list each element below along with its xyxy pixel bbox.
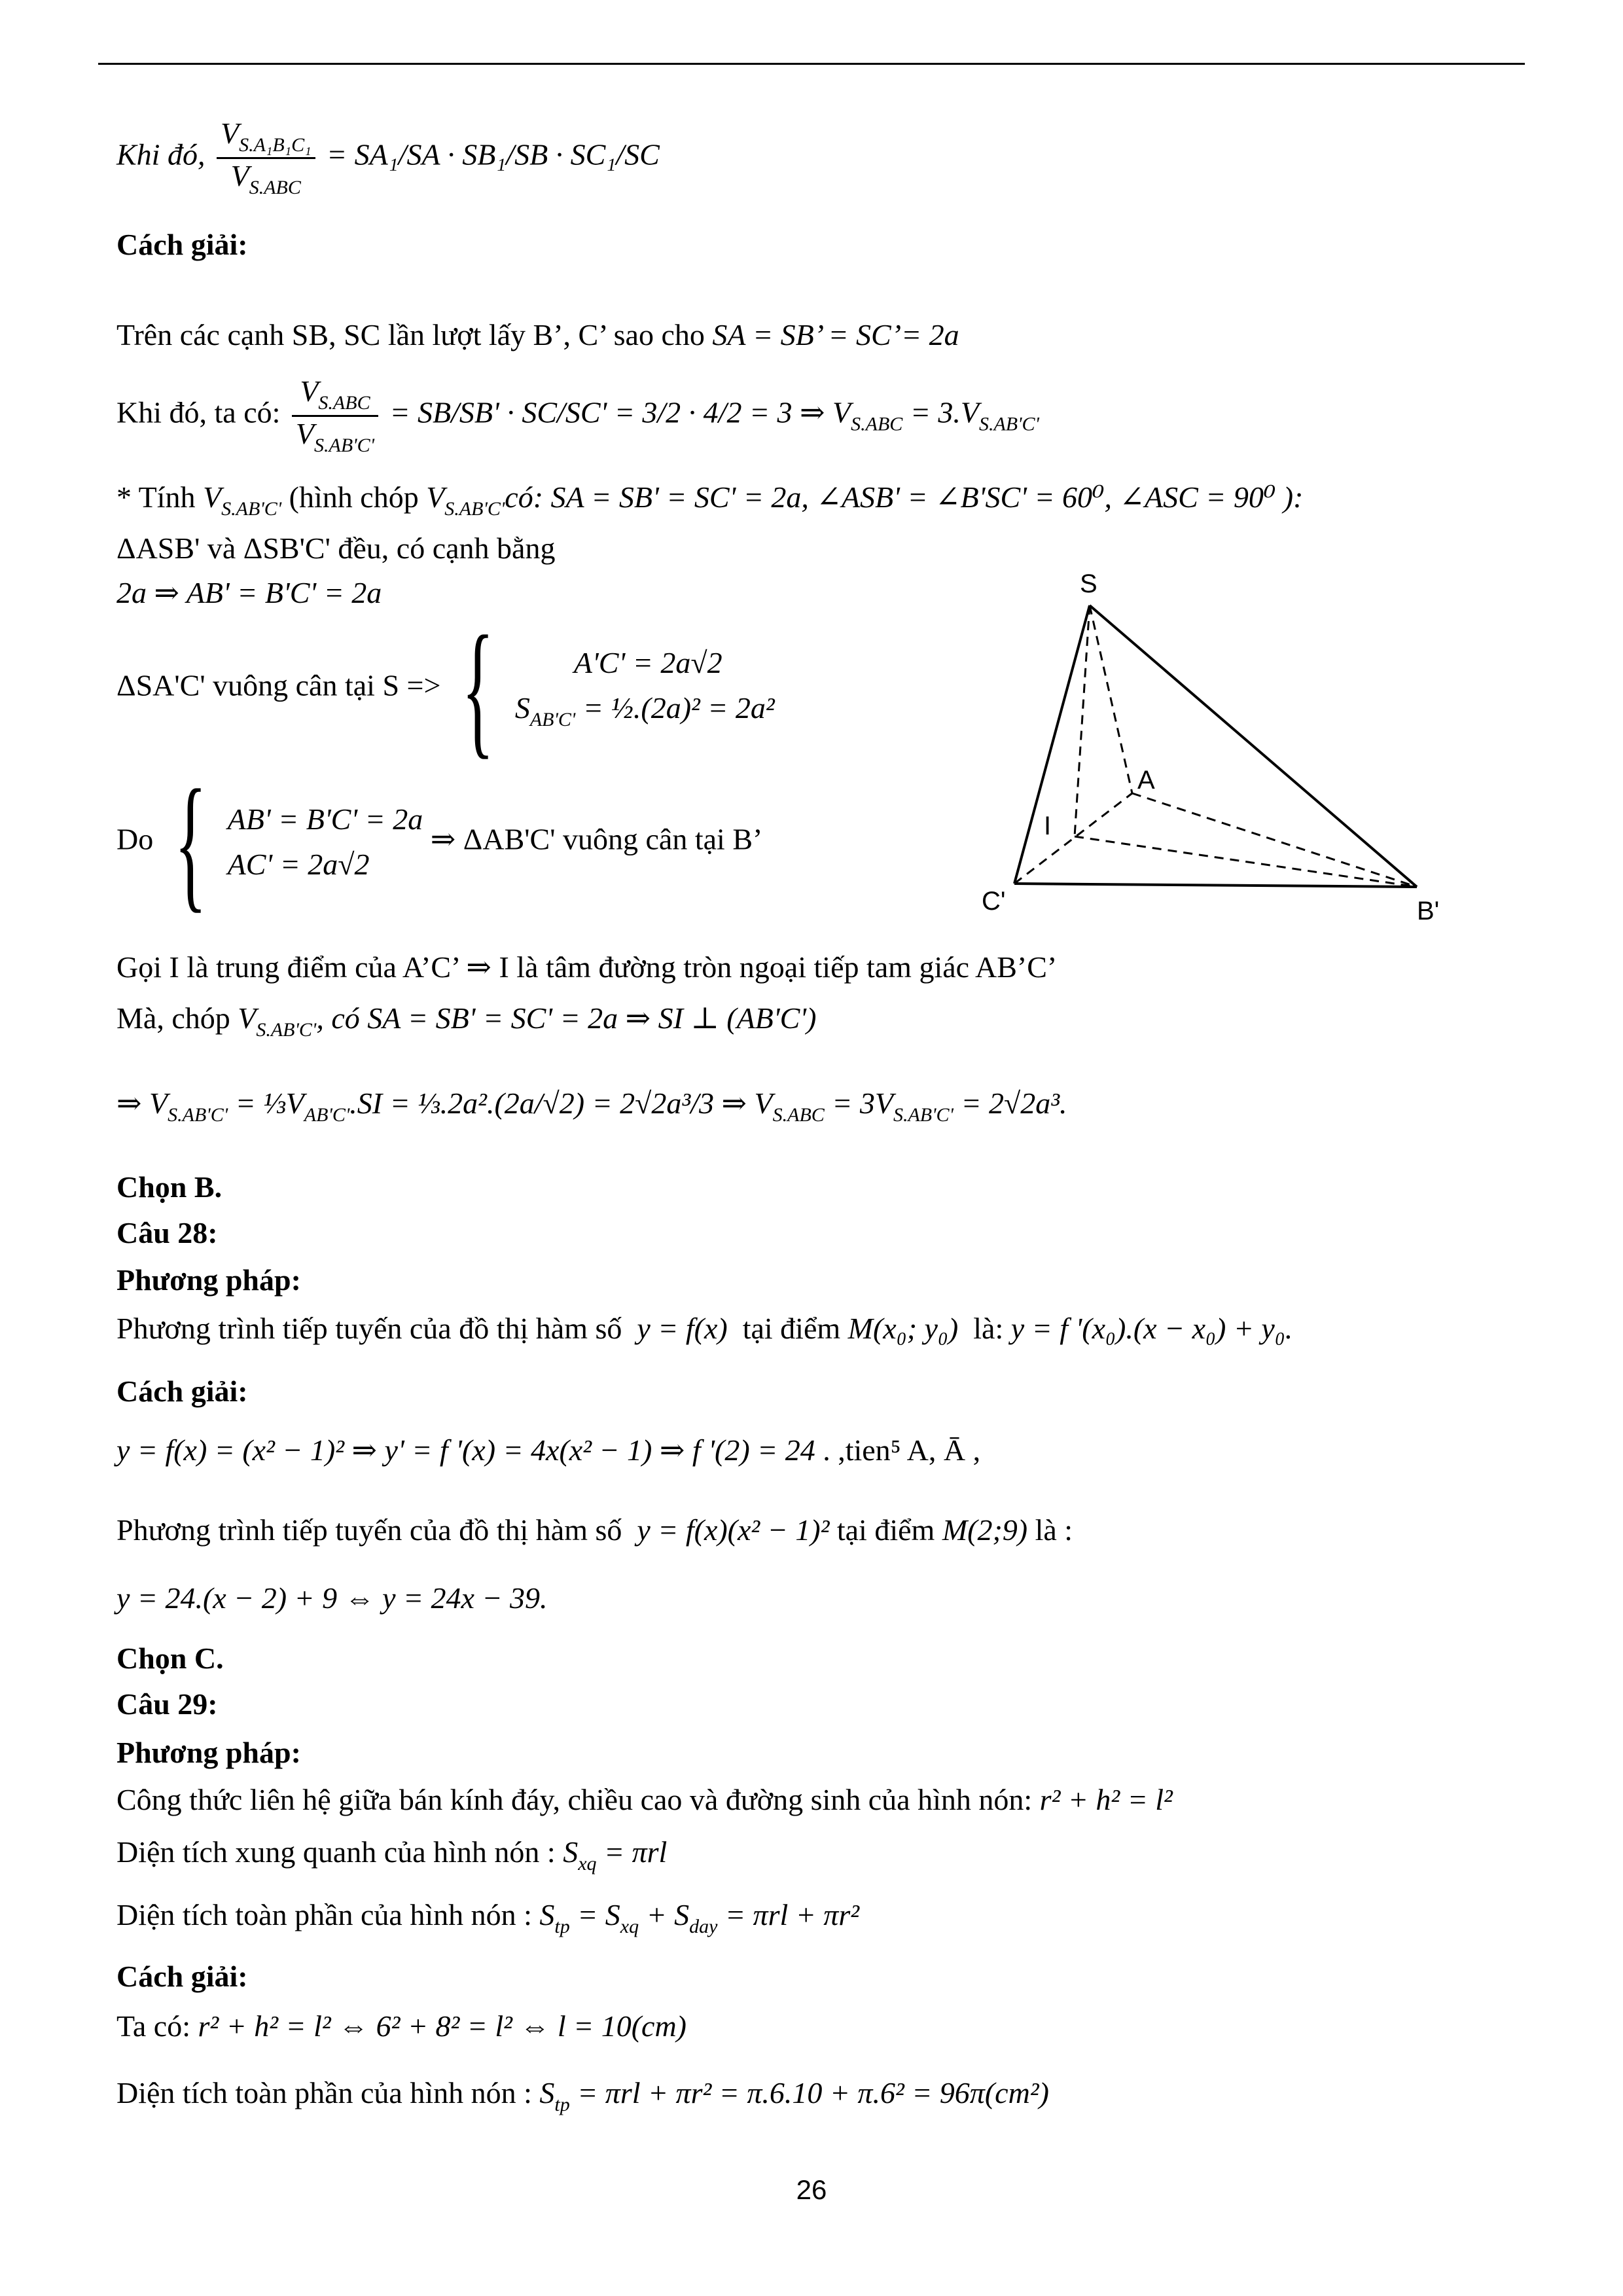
edge-ab bbox=[1132, 793, 1417, 887]
edge-ca bbox=[1014, 793, 1132, 884]
text-line: * Tính $V_{S.AB'C'}$ (hình chóp $V_{S.AB'C'}có$: SA = SB' = SC' = 2a, ∠ASB' = ∠B'SC' = 60⁰, ∠ASC = 90⁰ ): bbox=[116, 480, 1304, 520]
question-heading: Câu 29: bbox=[116, 1687, 218, 1721]
text-line: ΔASB' và ΔSB'C' đều, có cạnh bằng bbox=[116, 531, 556, 565]
text-line: Phương trình tiếp tuyến của đồ thị hàm số y = f(x)(x² − 1)² tại điểm M(2;9) là : bbox=[116, 1513, 1073, 1547]
edge-sc bbox=[1014, 605, 1090, 884]
text-line: 2a ⇒ AB' = B'C' = 2a bbox=[116, 576, 382, 609]
text-line: Diện tích toàn phần của hình nón : $S_{tp} = S_{xq} + S_{day} = \pi rl + \pi r^2$ bbox=[116, 1898, 860, 1937]
text-line: Mà, chóp $V_{S.AB'C'}$, có SA = SB' = SC' = 2a ⇒ SI ⊥ (AB'C') bbox=[116, 1001, 817, 1041]
text-line: Ta có: r² + h² = l² ⇔ 6² + 8² = l² ⇔ l = 10(cm) bbox=[116, 2009, 687, 2043]
page-number: 26 bbox=[796, 2174, 827, 2205]
edge-si bbox=[1075, 605, 1090, 836]
text-line: Trên các cạnh SB, SC lần lượt lấy B’, C’ sao cho SA = SB’ = SC’= 2a bbox=[116, 318, 959, 351]
label-a: A bbox=[1137, 766, 1155, 795]
text-line: Diện tích toàn phần của hình nón : $S_{tp} = \pi rl + \pi r^2 = \pi.6.10 + \pi.6^2 = 96\pi(cm^2)$ bbox=[116, 2076, 1049, 2115]
text-line: Khi đó, ta có: $\frac{V_{S.ABC}}{V_{S.AB'C'}}$ = SB/SB' · SC/SC' = 3/2 · 4/2 = 3 ⇒ $V_{S.ABC} = 3.V_{S.AB'C'}$ bbox=[116, 374, 1039, 456]
text-line: Gọi I là trung điểm của A’C’ ⇒ I là tâm đường tròn ngoại tiếp tam giác AB’C’ bbox=[116, 950, 1058, 984]
text-line: y = 24.(x − 2) + 9 ⇔ y = 24x − 39. bbox=[116, 1581, 548, 1615]
ratio-formula: Khi đó, $\frac{V_{S.A_1B_1C_1}}{V_{S.ABC}}$ = SA₁/SA · SB₁/SB · SC₁/SC bbox=[116, 117, 660, 198]
text-line: y = f(x) = (x² − 1)² ⇒ y' = f '(x) = 4x(x² − 1) ⇒ f '(2) = 24 . ,tien⁵ A, Ā , bbox=[116, 1433, 981, 1467]
section-heading: Phương pháp: bbox=[116, 1263, 301, 1297]
system-line: ΔSA'C' vuông cân tại S => { A'C' = 2a√2 $S_{AB'C'}$ = ½.(2a)² = 2a² bbox=[116, 605, 775, 772]
section-heading: Cách giải: bbox=[116, 228, 248, 261]
section-heading: Cách giải: bbox=[116, 1960, 248, 1993]
answer-line: Chọn B. bbox=[116, 1170, 223, 1204]
label-c: C' bbox=[982, 887, 1006, 916]
pyramid-figure bbox=[982, 563, 1492, 929]
edge-cb bbox=[1014, 884, 1417, 887]
edge-sa bbox=[1090, 605, 1132, 793]
section-heading: Cách giải: bbox=[116, 1374, 248, 1408]
answer-line: Chọn C. bbox=[116, 1641, 224, 1675]
text-line: ⇒ $V_{S.AB'C'}$ = $\frac{1}{3}V_{AB'C'}.SI$ = ⅓.2a².(2a/√2) = 2√2a³/3 ⇒ $V_{S.ABC} = 3V_{S.AB'C'} = 2√2a^3$. bbox=[116, 1086, 1067, 1126]
label-b: B' bbox=[1417, 897, 1440, 925]
section-heading: Phương pháp: bbox=[116, 1736, 301, 1769]
label-s: S bbox=[1080, 569, 1097, 598]
edge-sb bbox=[1090, 605, 1417, 887]
text-line: Công thức liên hệ giữa bán kính đáy, chiều cao và đường sinh của hình nón: r² + h² = l² bbox=[116, 1783, 1173, 1816]
question-heading: Câu 28: bbox=[116, 1216, 218, 1249]
system-line: Do { AB' = B'C' = 2a AC' = 2a√2 ⇒ ΔAB'C' vuông cân tại B’ bbox=[116, 759, 763, 925]
header-rule bbox=[98, 63, 1525, 65]
text-line: Diện tích xung quanh của hình nón : $S_{xq} = \pi rl$ bbox=[116, 1835, 668, 1874]
text-line: Phương trình tiếp tuyến của đồ thị hàm số y = f(x) tại điểm M(x₀; y₀) là: y = f '(x₀).(x − x₀) + y₀. bbox=[116, 1312, 1293, 1345]
label-i: I bbox=[1044, 812, 1052, 840]
